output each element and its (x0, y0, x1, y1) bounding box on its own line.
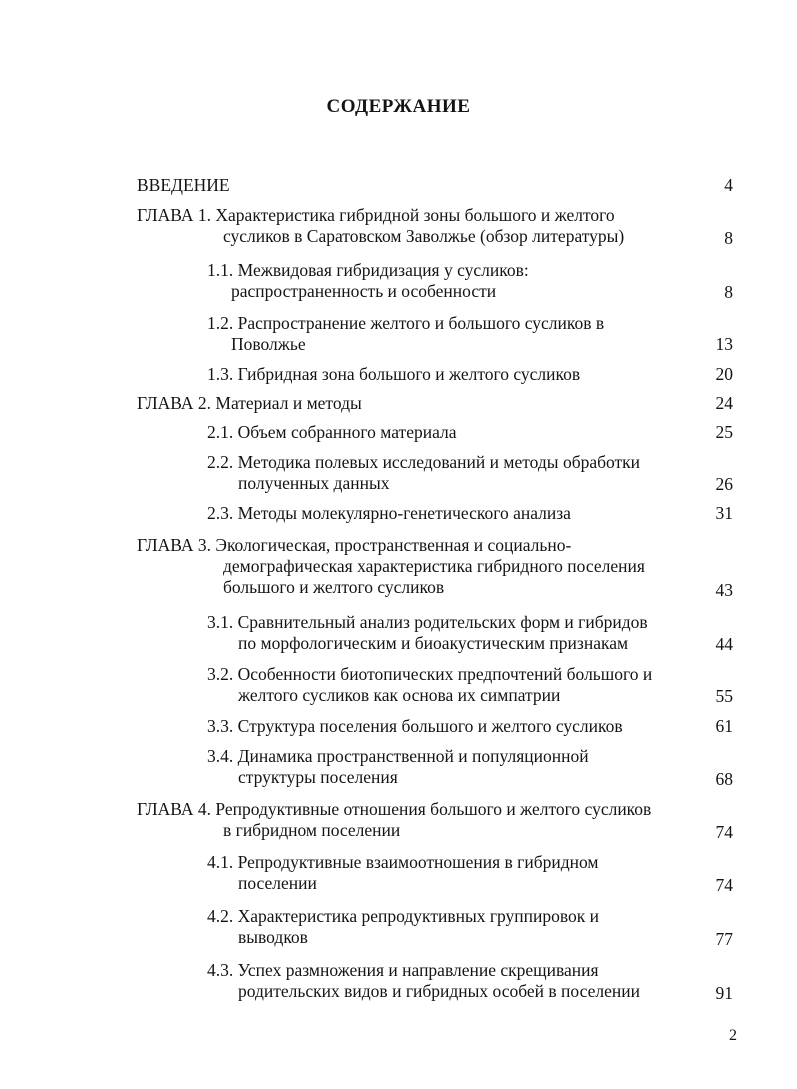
toc-page-number: 20 (715, 364, 733, 384)
page-number: 2 (729, 1027, 737, 1044)
toc-entry-line: большого и желтого сусликов (223, 577, 445, 597)
toc-entry-line: родительских видов и гибридных особей в поселении (238, 981, 640, 1001)
toc-page-number: 4 (724, 175, 733, 195)
toc-entry-line: 4.3. Успех размножения и направление скрещивания (207, 960, 599, 980)
toc-page-number: 25 (715, 422, 733, 442)
toc-entry-line: ГЛАВА 1. Характеристика гибридной зоны большого и желтого (137, 205, 615, 225)
toc-entry-line: 1.2. Распространение желтого и большого сусликов в (207, 313, 605, 333)
toc-entry-line: 1.1. Межвидовая гибридизация у сусликов: (207, 260, 529, 280)
toc-page-number: 74 (715, 875, 733, 895)
toc-page-number: 55 (715, 686, 733, 706)
toc-entry-line: 4.1. Репродуктивные взаимоотношения в гибридном (207, 852, 599, 872)
toc-entry-line: в гибридном поселении (223, 820, 401, 840)
toc-entry-line: ГЛАВА 2. Материал и методы (137, 393, 362, 413)
toc-entry-line: 2.3. Методы молекулярно-генетического анализа (207, 503, 571, 523)
toc-page-number: 74 (715, 822, 733, 842)
toc-entry-line: полученных данных (238, 473, 390, 493)
toc-page-number: 8 (724, 282, 733, 302)
toc-entry-line: ГЛАВА 3. Экологическая, пространственная и социально- (137, 535, 572, 555)
toc-entry-line: 4.2. Характеристика репродуктивных группировок и (207, 906, 600, 926)
toc-page-number: 26 (715, 474, 733, 494)
toc-page-number: 24 (715, 393, 733, 413)
toc-page-number: 43 (715, 580, 733, 600)
toc-entry-line: демографическая характеристика гибридного поселения (223, 556, 645, 576)
toc-entry-line: желтого сусликов как основа их симпатрии (238, 685, 561, 705)
toc-page-number: 44 (715, 634, 733, 654)
toc-entry-line: сусликов в Саратовском Заволжье (обзор литературы) (223, 226, 625, 246)
toc-entry-line: 3.4. Динамика пространственной и популяционной (207, 746, 589, 766)
toc-page-number: 77 (715, 929, 733, 949)
toc-entry-line: выводков (238, 927, 308, 947)
toc-page-number: 31 (715, 503, 733, 523)
toc-entry-line: ГЛАВА 4. Репродуктивные отношения большого и желтого сусликов (137, 799, 652, 819)
toc-entry-line: 3.3. Структура поселения большого и желтого сусликов (207, 716, 623, 736)
toc-page-number: 8 (724, 228, 733, 248)
toc-entry-line: 1.3. Гибридная зона большого и желтого сусликов (207, 364, 581, 384)
toc-page-number: 61 (715, 716, 733, 736)
toc-page-number: 13 (715, 334, 733, 354)
toc-entry-line: 2.2. Методика полевых исследований и методы обработки (207, 452, 641, 472)
toc-page-number: 68 (715, 769, 733, 789)
page-title: СОДЕРЖАНИЕ (326, 96, 471, 117)
toc-entry-line: Поволжье (231, 334, 306, 354)
toc-entry-line: 3.2. Особенности биотопических предпочтений большого и (207, 664, 653, 684)
toc-entry-line: структуры поселения (238, 767, 398, 787)
toc-entry-line: по морфологическим и биоакустическим признакам (238, 633, 629, 653)
toc-entry-line: поселении (238, 873, 317, 893)
toc-entry-line: распространенность и особенности (231, 281, 497, 301)
toc-entry-line: ВВЕДЕНИЕ (137, 175, 230, 195)
toc-page-number: 91 (715, 983, 733, 1003)
toc-entry-line: 3.1. Сравнительный анализ родительских форм и гибридов (207, 612, 648, 632)
toc-entry-line: 2.1. Объем собранного материала (207, 422, 457, 442)
